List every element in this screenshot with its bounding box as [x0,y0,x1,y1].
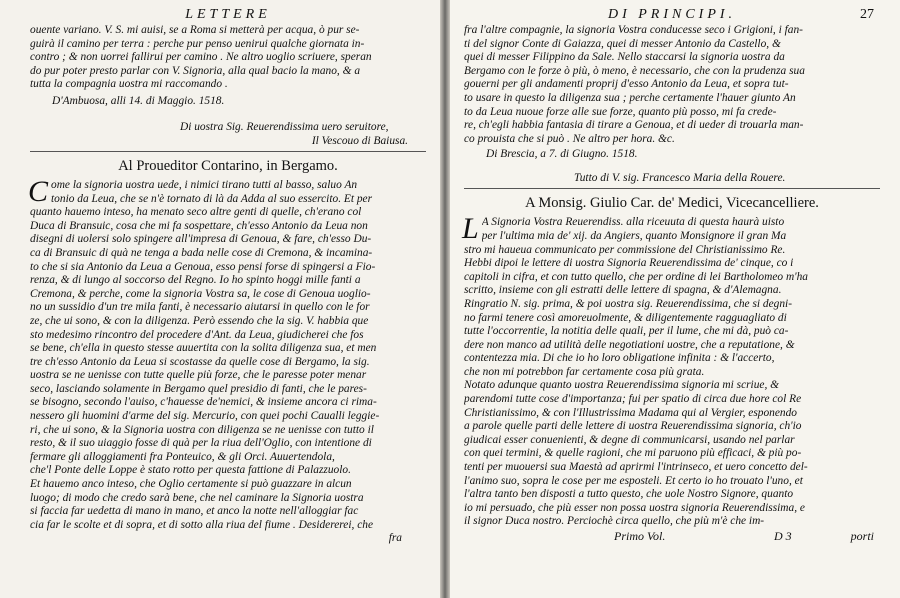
catchword-left: fra [388,532,402,545]
letter-heading-right: A Monsig. Giulio Car. de' Medici, Vicecancelliere. [525,195,819,212]
text-line: sto medesimo rincontro del procedere d'Ant. da Leua, giudicherei che fos [30,328,364,341]
text-line: si faccia far uedetta di mano in mano, et anco la notte nell'alloggiar fac [30,505,359,518]
text-line: re, ch'egli habbia fantasia di tirare a Genoua, et di ueder di trouarla man- [464,119,804,132]
text-line: ze, che ui sono, & con la diligenza. Però essendo che la sig. V. habbia que [30,314,369,327]
text-line: a parole quelle parti delle lettere di uostra Reuerendissima signoria, ch'io [464,420,802,433]
text-line: fra l'altre compagnie, la signoria Vostra conducesse seco i Grigioni, i fan- [464,24,803,36]
text-line: giudicai esser conuenienti, & degne di communicarsi, usando nel parlar [464,433,795,446]
text-line: contro ; & non uorrei fallirui per camino . Ne altro uoglio scriuere, speran [30,51,372,64]
text-line: dere non manco ad utilità delle negotiationi uostre, che a reputatione, & [464,338,795,351]
right-body-lines [464,244,880,529]
text-line: renza, & di lungo al soccorso del Regno. Io ho spinto hoggi mille fanti a [30,274,361,287]
right-page [450,0,900,598]
text-line: parendomi tutte cose d'importanza; fui per spatio di circa due hore col Re [464,393,802,406]
text-line: stro mi haueua communicato per commissione del Christianissimo Re. [464,243,786,256]
text-line: resto, & il suo uiaggio fosse di quà per la riua dell'Oglio, con intentione di [30,437,372,450]
text-line: contentezza mia. Di che io ho loro obligatione infinita : & l'accerto, [464,352,775,365]
text-line: io mi persuado, che più esser non possa uostra signoria Reuerendissima, e [464,501,805,514]
text-line: ouente variano. V. S. mi auisi, se a Roma si metterà per acqua, ò pur se- [30,24,360,36]
text-line: Notato adunque quanto uostra Reuerendissima signoria mi scriue, & [464,379,780,392]
text-line: tutta la compagnia uostra mi raccomando . [30,78,228,91]
signature-left-1: Di uostra Sig. Reuerendissima uero seruitore, [180,120,389,133]
text-line: tonio da Leua, che se n'è tornato di là da Adda al suo essercito. Et per [51,192,373,205]
text-line: guirà il camino per terra : perche pur penso uenirui qualche giornata in- [30,37,365,50]
text-line: scritto, insieme con gli estratti delle lettere di spagna, & d'Alemagna. [464,284,782,297]
text-line: ti del signor Conte di Gaiazza, quei di messer Antonio da Castello, & [464,37,781,50]
text-line: A Signoria Vostra Reuerendiss. alla riceuuta di questa haurà uisto [481,216,785,229]
text-line: to da Leua nuoue forze alle sue forze, quanto più posso, mi fa crede- [464,105,777,118]
text-line: se bisogno, secondo l'auiso, c'hauesse de'nemici, & insieme ancora ci rima- [30,396,377,409]
footer-volume: Primo Vol. [614,529,666,543]
left-body-text [28,174,426,532]
left-top-text [30,24,426,92]
text-line: Ringratio N. sig. prima, & poi uostra sig. Reuerendissima, che si degni- [464,297,792,310]
text-line: per l'ultima mia de' xij. da Angiers, quanto Monsignore il gran Ma [481,229,787,242]
text-line: che'l Ponte delle Loppe è stato rotto per questa fattione di Palazzuolo. [30,464,351,477]
gutter [440,0,450,598]
text-line: cia far le scolte et di sopra, et di sotto alla riua del fiume . Desidererei, che [30,518,374,531]
text-line: quanto hauemo inteso, ha menato seco altre genti di quelle, ch'erano col [30,206,362,219]
text-line: Duca di Bransuic, cosa che mi fa sospettare, ch'esso Antonio da Leua non [30,219,368,232]
text-line: il signor Duca nostro. Perciochè circa quello, che più m'è che im- [464,515,765,528]
signature-right: Tutto di V. sig. Francesco Maria della Rouere. [574,172,786,185]
text-line: l'altra tanto ben disposti a tutto questo, che uole Nostro Signore, quanto [464,488,794,501]
right-body-text [462,212,880,529]
text-line: ri, che ui sono, & la Signoria uostra con diligenza se ne uenisse con tutto il [30,423,374,436]
page-number: 27 [860,7,874,22]
date-line-right: Di Brescia, a 7. di Giugno. 1518. [486,148,638,161]
text-line: seco, lasciando solamente in Bergamo quel presidio di fanti, che le pares- [30,382,367,395]
text-line: to che si sia Antonio da Leua a Genoua, esso pensi forse di spingersi a Fio- [30,260,376,273]
text-line: ome la signoria uostra uede, i nimici tirano tutti al basso, saluo An [51,178,358,191]
page-footer [464,529,880,543]
text-line: tutte l'occorrentie, la notitia delle quali, per il lume, che mi dà, può ca- [464,325,789,338]
text-line: Cremona, & perche, come la signoria Vostra sa, le cose di Genoua uoglio- [30,287,371,300]
text-line: Bergamo con le forze ò più, ò meno, è necessario, che con la prudenza sua [464,64,805,77]
text-line: Hebbi dipoi le lettere di uostra Signoria Reuerendissima de' cinque, co i [464,257,794,270]
text-line: con quei termini, & quelle ragioni, che mi paruono più efficaci, & più po- [464,447,802,460]
left-body-lines [30,206,426,532]
text-line: ca di Bransuic di quà ne tenga a bada nelle cose di Cremona, & incamina- [30,246,373,259]
text-line: no un sussidio d'un tre mila fanti, è necessario aiutarsi in quello con le for [30,301,370,314]
text-line: luogo; di modo che credo sarà bene, che nel caminare la Signoria uostra [30,491,364,504]
text-line: quei di messer Filippino da Sale. Nello staccarsi la signoria uostra da [464,51,785,64]
date-line-left: D'Ambuosa, alli 14. di Maggio. 1518. [52,94,225,107]
divider [30,151,426,152]
divider [464,188,880,189]
running-head-right [464,6,880,24]
text-line: l'animo suo, sopra le cose per me esposteli. Et certo io ho trouato l'uno, et [464,474,803,487]
right-top-text [464,24,880,146]
text-line: gouerni per gli andamenti proprij d'esso Antonio da Leua, et sopra tut- [464,78,789,91]
text-line: capitoli in cifra, et con tutto quello, che per ordine di lei Bartholomeo m'ha [464,270,808,283]
text-line: Christianissimo, & con l'Illustrissima Madama qui al Vergier, esponendo [464,406,797,419]
footer-signature-mark: D 3 [774,529,792,543]
signature-left-2: Il Vescouo di Baiusa. [311,134,408,147]
text-line: nessero gli huomini d'arme del sig. Mercurio, con quei pochi Caualli leggie- [30,410,380,423]
drop-cap: C [28,174,49,208]
text-line: co prouista che si può . Ne altro per hora. &c. [464,132,675,145]
text-line: tenti per muouersi sua Maestà ad aprirmi l'intrinseco, et uero concetto del- [464,461,808,474]
text-line: fermare gli alloggiamenti fra Ponteuico, & gli Orci. Auuertendola, [30,450,335,463]
running-head-left: LETTERE [185,7,271,22]
left-page [0,0,440,598]
text-line: Et hauemo anco inteso, che Oglio certamente si può guazzare in alcun [30,478,352,491]
text-line: disegni di uolersi solo spingere all'impresa di Genoua, & fare, ch'esso Du- [30,233,372,246]
running-head-title: DI PRINCIPI. [607,7,737,22]
text-line: se bene, ch'ella in questo stesse auuertita con la solita diligenza sua, et men [30,342,377,355]
drop-cap: L [462,212,479,246]
text-line: no farmi tenere così amoreuolmente, & diligentemente ragguagliato di [464,311,787,324]
text-line: do pur poter presto parlar con V. Signoria, alla qual bacio la mano, & a [30,64,361,77]
letter-heading-left: Al Proueditor Contarino, in Bergamo. [118,157,338,174]
text-line: to usare in questo la diligenza sua ; perche certamente l'hauer giunto An [464,91,796,104]
text-line: tre ch'esso Antonio da Leua si scostasse da quelle cose di Bergamo, la sig. [30,355,370,368]
catchword-right: porti [850,529,874,543]
text-line: uostra se ne uenisse con tutte quelle più forze, che le paresse poter menar [30,369,367,382]
text-line: che non mi potrebbon far certamente cosa più grata. [464,365,705,378]
